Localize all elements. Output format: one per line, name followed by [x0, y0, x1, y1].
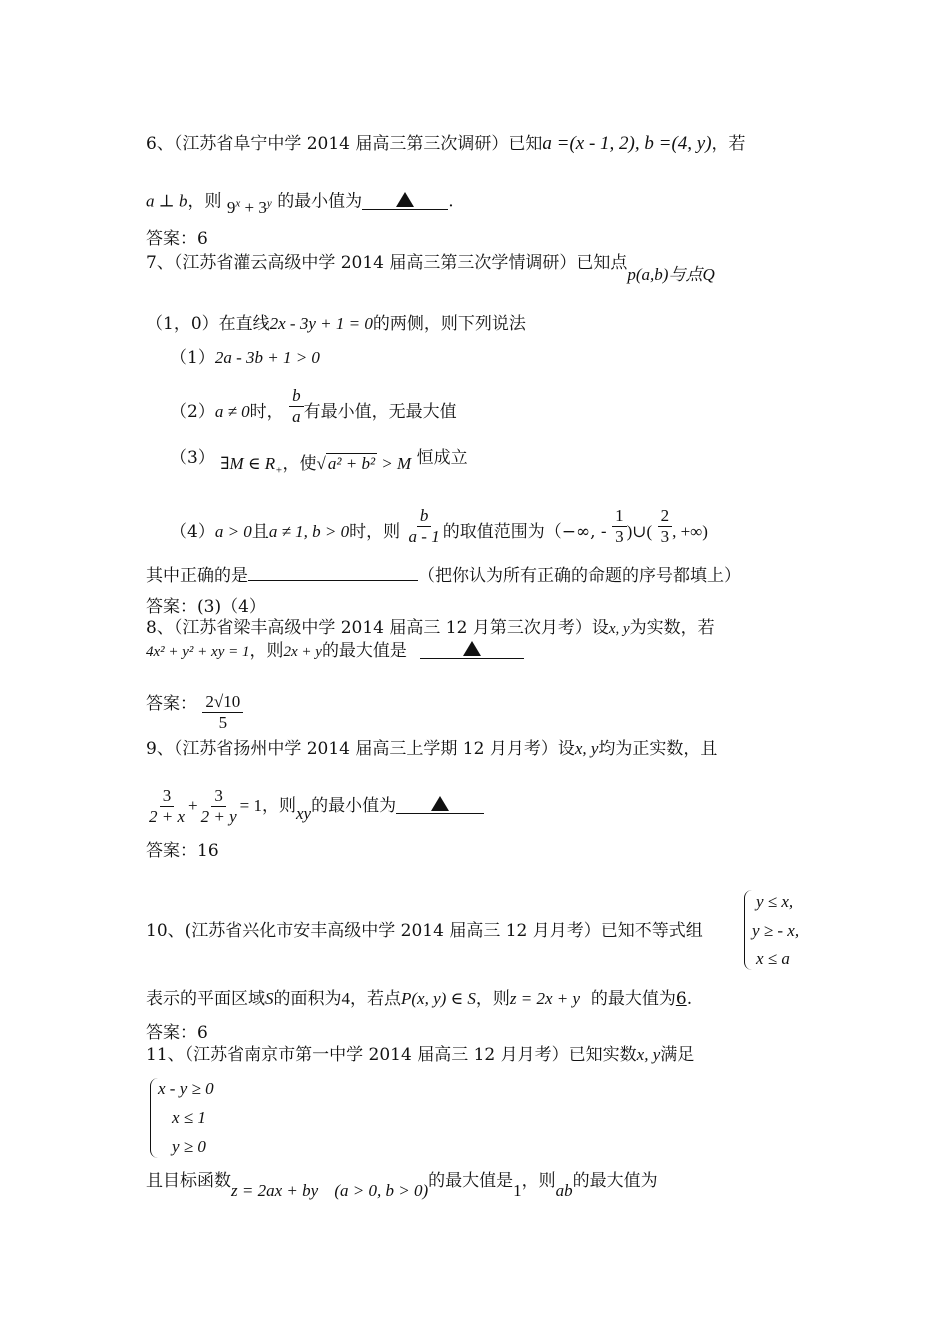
- q7-i4-s: 时，则: [349, 522, 401, 542]
- q6-vectors: a =(x - 1, 2), b =(4, y): [542, 133, 712, 154]
- q11-line2: [146, 1170, 658, 1200]
- q10-line2b: 的面积为: [273, 989, 342, 1009]
- q8-prefix: 8、（江苏省梁丰高级中学 2014 届高三 12 月第三次月考）设: [146, 618, 609, 638]
- q11-b: 的最大值是: [428, 1171, 514, 1191]
- q11-prefix: 11、（江苏省南京市第一中学 2014 届高三 12 月月考）已知实数: [146, 1045, 637, 1065]
- q8-answer-blank[interactable]: [420, 640, 524, 659]
- triangle-icon: [396, 192, 414, 207]
- q10-sys2: y ≥ - x,: [752, 921, 800, 940]
- q7-item3: [170, 447, 468, 475]
- q6-ruo: ，若: [711, 134, 746, 154]
- q10-sys3: x ≤ a: [756, 949, 790, 968]
- q7-question: [146, 562, 741, 587]
- q7-i4-fraction: $\frac{b}{a - 1}$: [408, 506, 440, 546]
- q9-answer-blank[interactable]: [396, 795, 484, 814]
- q7-i3-b: 恒成立: [416, 448, 468, 468]
- q7-i4-label: （4）: [170, 522, 215, 542]
- q9-expr: xy: [296, 804, 312, 823]
- q10-line2e: 的最大值为: [590, 989, 676, 1009]
- q8-answer: [146, 684, 243, 732]
- q11-z: z = 2ax + by: [231, 1181, 319, 1200]
- q7-i2-math: a ≠ 0: [214, 402, 250, 421]
- q10-four: 4: [341, 989, 350, 1008]
- triangle-icon: [463, 641, 481, 656]
- q6-answer: 答案：6: [146, 229, 208, 249]
- q10-line2: [146, 988, 692, 1010]
- q8-answer-fraction: $\frac{2√10}{5}$: [202, 692, 243, 733]
- q6-perp: a ⊥ b: [146, 191, 188, 211]
- q10-sys1: y ≤ x,: [756, 892, 794, 911]
- q11-one: 1: [513, 1181, 522, 1200]
- q7-i2-fraction: $\frac{b}{a}$: [289, 386, 304, 427]
- q7-qtail: （把你认为所有正确的命题的序号都填上）: [418, 566, 741, 586]
- q9-eq: = 1: [239, 796, 262, 815]
- q11-ab: ab: [555, 1181, 573, 1200]
- q7-i4-range-a: 的取值范围为（−∞, -: [442, 522, 607, 542]
- q10-line2d: ，则: [475, 989, 510, 1009]
- q7-i2-a: 时，: [249, 402, 284, 422]
- q8-line2: [146, 640, 524, 663]
- q7-i4-mid: )∪(: [626, 522, 653, 541]
- q11-cond: (a > 0, b > 0): [334, 1181, 429, 1200]
- q7-i4-frac2: $\frac{2}{3}$: [658, 506, 673, 547]
- q6-line1: [146, 133, 746, 155]
- q6-tail: 的最小值为: [277, 191, 363, 212]
- q7-line2b: 的两侧，则下列说法: [372, 314, 526, 334]
- q8-a: 为实数，若: [629, 618, 715, 638]
- q6-expr: $9^x + 3^y$: [226, 197, 272, 217]
- q11-sys3: y ≥ 0: [172, 1137, 206, 1156]
- q9-line2: [146, 786, 484, 827]
- q7-item1: [170, 347, 320, 369]
- q8-tail: 的最大值是: [321, 641, 407, 661]
- q7-line1: [146, 252, 715, 284]
- q9-xy: x, y: [574, 739, 599, 758]
- q7-i3-math: ∃M ∈ $R_+$，使√ a² + b² > M: [220, 454, 412, 477]
- q7-i4-frac1: $\frac{1}{3}$: [612, 506, 627, 547]
- q10-P: P(x, y) ∈ S: [401, 989, 476, 1008]
- q11-line1: [146, 1044, 694, 1066]
- q10-end: .: [686, 989, 693, 1009]
- q11-line: 且目标函数: [146, 1171, 231, 1191]
- q10-S: S: [265, 989, 274, 1008]
- q7-i1-math: 2a - 3b + 1 > 0: [214, 348, 320, 367]
- q6-period: .: [448, 191, 454, 212]
- q6-ze: ，则: [187, 191, 222, 212]
- q7-item4: [170, 506, 708, 553]
- q6-answer-blank[interactable]: [362, 191, 448, 210]
- q7-i4-m2: a ≠ 1, b > 0: [268, 522, 350, 541]
- q10-line2c: ，若点: [350, 989, 401, 1009]
- q9-prefix: 9、（江苏省扬州中学 2014 届高三上学期 12 月月考）设: [146, 739, 575, 759]
- q9-frac1: $\frac{3}{2 + x}$: [149, 786, 186, 826]
- q9-frac2: $\frac{3}{2 + y}$: [200, 786, 237, 826]
- q8-answer-label: 答案：: [146, 694, 197, 714]
- q7-i2-b: 有最小值，无最大值: [303, 402, 457, 422]
- q11-xy: x, y: [636, 1045, 661, 1064]
- q7-prefix: 7、（江苏省灌云高级中学 2014 届高三第三次学情调研）已知点: [146, 253, 628, 273]
- q8-xy: x, y: [608, 621, 630, 637]
- q8-line1: [146, 617, 715, 640]
- q7-i4-end: , +∞): [672, 522, 708, 541]
- triangle-icon: [431, 796, 449, 811]
- q10-line2a: 表示的平面区域: [146, 989, 265, 1009]
- q9-ze: ，则: [262, 796, 296, 816]
- q7-i2-label: （2）: [170, 402, 215, 422]
- q7-i4-m1: a > 0: [214, 522, 252, 541]
- q10-line1: 10、(江苏省兴化市安丰高级中学 2014 届高三 12 月月考）已知不等式组: [146, 921, 703, 941]
- q7-item2: [170, 386, 457, 433]
- q9-line1: [146, 738, 717, 760]
- q7-answer: 答案：(3)（4）: [146, 597, 266, 617]
- q11-a: 满足: [660, 1045, 695, 1065]
- q10-value: 6: [675, 989, 687, 1009]
- q8-cond: 4x² + y² + xy = 1: [146, 644, 250, 660]
- q9-a: 均为正实数，且: [598, 739, 718, 759]
- q9-plus: +: [188, 796, 198, 815]
- q9-tail: 的最小值为: [311, 796, 397, 816]
- q7-line2a: （1，0）在直线: [146, 314, 270, 334]
- q11-sys2: x ≤ 1: [172, 1108, 206, 1127]
- q10-z: z = 2x + y: [509, 989, 581, 1008]
- q6-prefix: 6、（江苏省阜宁中学 2014 届高三第三次调研）已知: [146, 134, 543, 154]
- q7-i4-q: 且: [251, 522, 269, 542]
- q7-answer-blank[interactable]: [248, 562, 418, 581]
- q8-ze: ，则: [249, 641, 284, 661]
- q9-answer: 答案：16: [146, 841, 219, 861]
- q8-expr: 2x + y: [283, 644, 322, 660]
- q11-d: 的最大值为: [572, 1171, 658, 1191]
- q11-sys1: x - y ≥ 0: [158, 1079, 214, 1098]
- q10-answer: 答案：6: [146, 1023, 208, 1043]
- q6-line2: [146, 186, 454, 217]
- q7-qline: 其中正确的是: [146, 566, 248, 586]
- q11-c: ，则: [521, 1171, 556, 1191]
- q7-i3-label: （3）: [170, 448, 215, 468]
- q7-points: p(a,b)与点Q: [627, 265, 715, 284]
- q7-line-eq: 2x - 3y + 1 = 0: [269, 314, 373, 333]
- q7-i1-label: （1）: [170, 348, 215, 368]
- q7-line2: [146, 313, 526, 335]
